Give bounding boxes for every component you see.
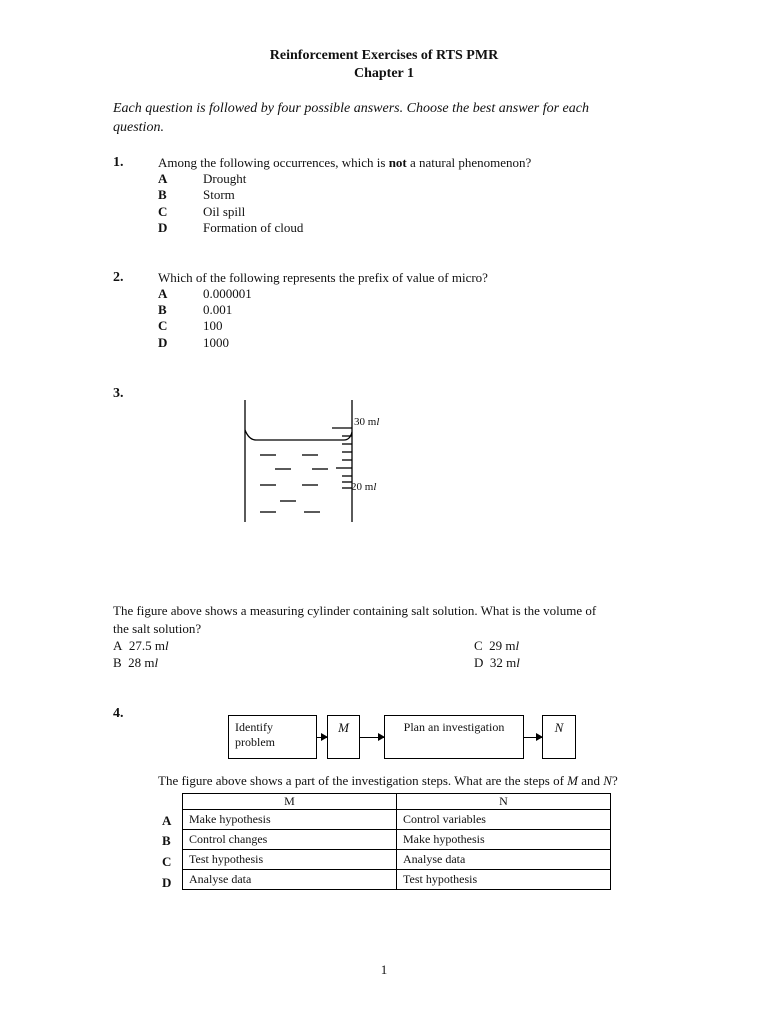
question-3-text-line1: The figure above shows a measuring cylinder containing salt solution. What is the volume of — [113, 603, 597, 618]
q2-option-letter: C — [158, 318, 168, 333]
q1-option-text: Formation of cloud — [203, 220, 304, 235]
table-cell-m: Analyse data — [183, 870, 397, 890]
question-3-number: 3. — [113, 386, 124, 401]
table-cell-m: Test hypothesis — [183, 850, 397, 870]
table-row-letter: B — [162, 833, 171, 848]
q3-option-d: D 32 ml — [474, 655, 520, 670]
question-3-text-line2: the salt solution? — [113, 621, 202, 636]
q3-option-b: B 28 ml — [113, 655, 159, 670]
flow-arrow — [317, 737, 327, 738]
question-1-number: 1. — [113, 155, 124, 170]
q2-option-text: 0.001 — [203, 302, 233, 317]
q1-option-text: Drought — [203, 171, 247, 186]
answer-table — [182, 793, 611, 890]
table-row-letter: D — [162, 875, 172, 890]
flow-box-identify-problem: Identify problem — [228, 715, 317, 759]
table-cell-n: Make hypothesis — [397, 830, 611, 850]
meniscus-line — [245, 430, 352, 440]
q2-option-text: 0.000001 — [203, 286, 252, 301]
table-cell-n: Test hypothesis — [397, 870, 611, 890]
document-title: Reinforcement Exercises of RTS PMR — [269, 48, 499, 63]
scale-label-30ml: 30 ml — [354, 416, 380, 428]
q2-option-letter: D — [158, 335, 168, 350]
q1-option-letter: C — [158, 204, 168, 219]
flow-box-n: N — [542, 715, 576, 759]
q1-option-text: Storm — [203, 187, 235, 202]
table-row-letter: A — [162, 813, 172, 828]
q1-option-letter: B — [158, 187, 167, 202]
flow-arrow — [360, 737, 384, 738]
flow-arrow — [524, 737, 542, 738]
question-2-number: 2. — [113, 270, 124, 285]
chapter-title: Chapter 1 — [353, 66, 415, 81]
question-1-text: Among the following occurrences, which is not a natural phenomenon? — [158, 155, 532, 170]
table-header-row — [183, 794, 611, 810]
instructions: Each question is followed by four possible answers. Choose the best answer for each question. — [113, 101, 589, 135]
table-header-n: N — [397, 794, 611, 810]
table-cell-m: Control changes — [183, 830, 397, 850]
scale-label-20ml: 20 ml — [351, 481, 377, 493]
table-row-letter: C — [162, 854, 172, 869]
question-4-text: The figure above shows a part of the investigation steps. What are the steps of M and N? — [158, 773, 618, 788]
table-row — [183, 810, 611, 830]
q3-option-a: A 27.5 ml — [113, 638, 169, 653]
q2-option-letter: B — [158, 302, 167, 317]
q1-option-letter: A — [158, 171, 168, 186]
q1-option-text: Oil spill — [203, 204, 246, 219]
table-cell-n: Control variables — [397, 810, 611, 830]
table-row — [183, 870, 611, 890]
flow-box-m: M — [327, 715, 360, 759]
q3-option-c: C 29 ml — [474, 638, 520, 653]
table-row — [183, 850, 611, 870]
table-row — [183, 830, 611, 850]
page-number: 1 — [380, 962, 388, 977]
table-cell-m: Make hypothesis — [183, 810, 397, 830]
q2-option-letter: A — [158, 286, 168, 301]
flow-box-plan-investigation: Plan an investigation — [384, 715, 524, 759]
q2-option-text: 100 — [203, 318, 223, 333]
q1-option-letter: D — [158, 220, 168, 235]
question-4-number: 4. — [113, 706, 124, 721]
q2-option-text: 1000 — [203, 335, 229, 350]
table-header-m: M — [183, 794, 397, 810]
question-2-text: Which of the following represents the prefix of value of micro? — [158, 270, 488, 285]
table-cell-n: Analyse data — [397, 850, 611, 870]
